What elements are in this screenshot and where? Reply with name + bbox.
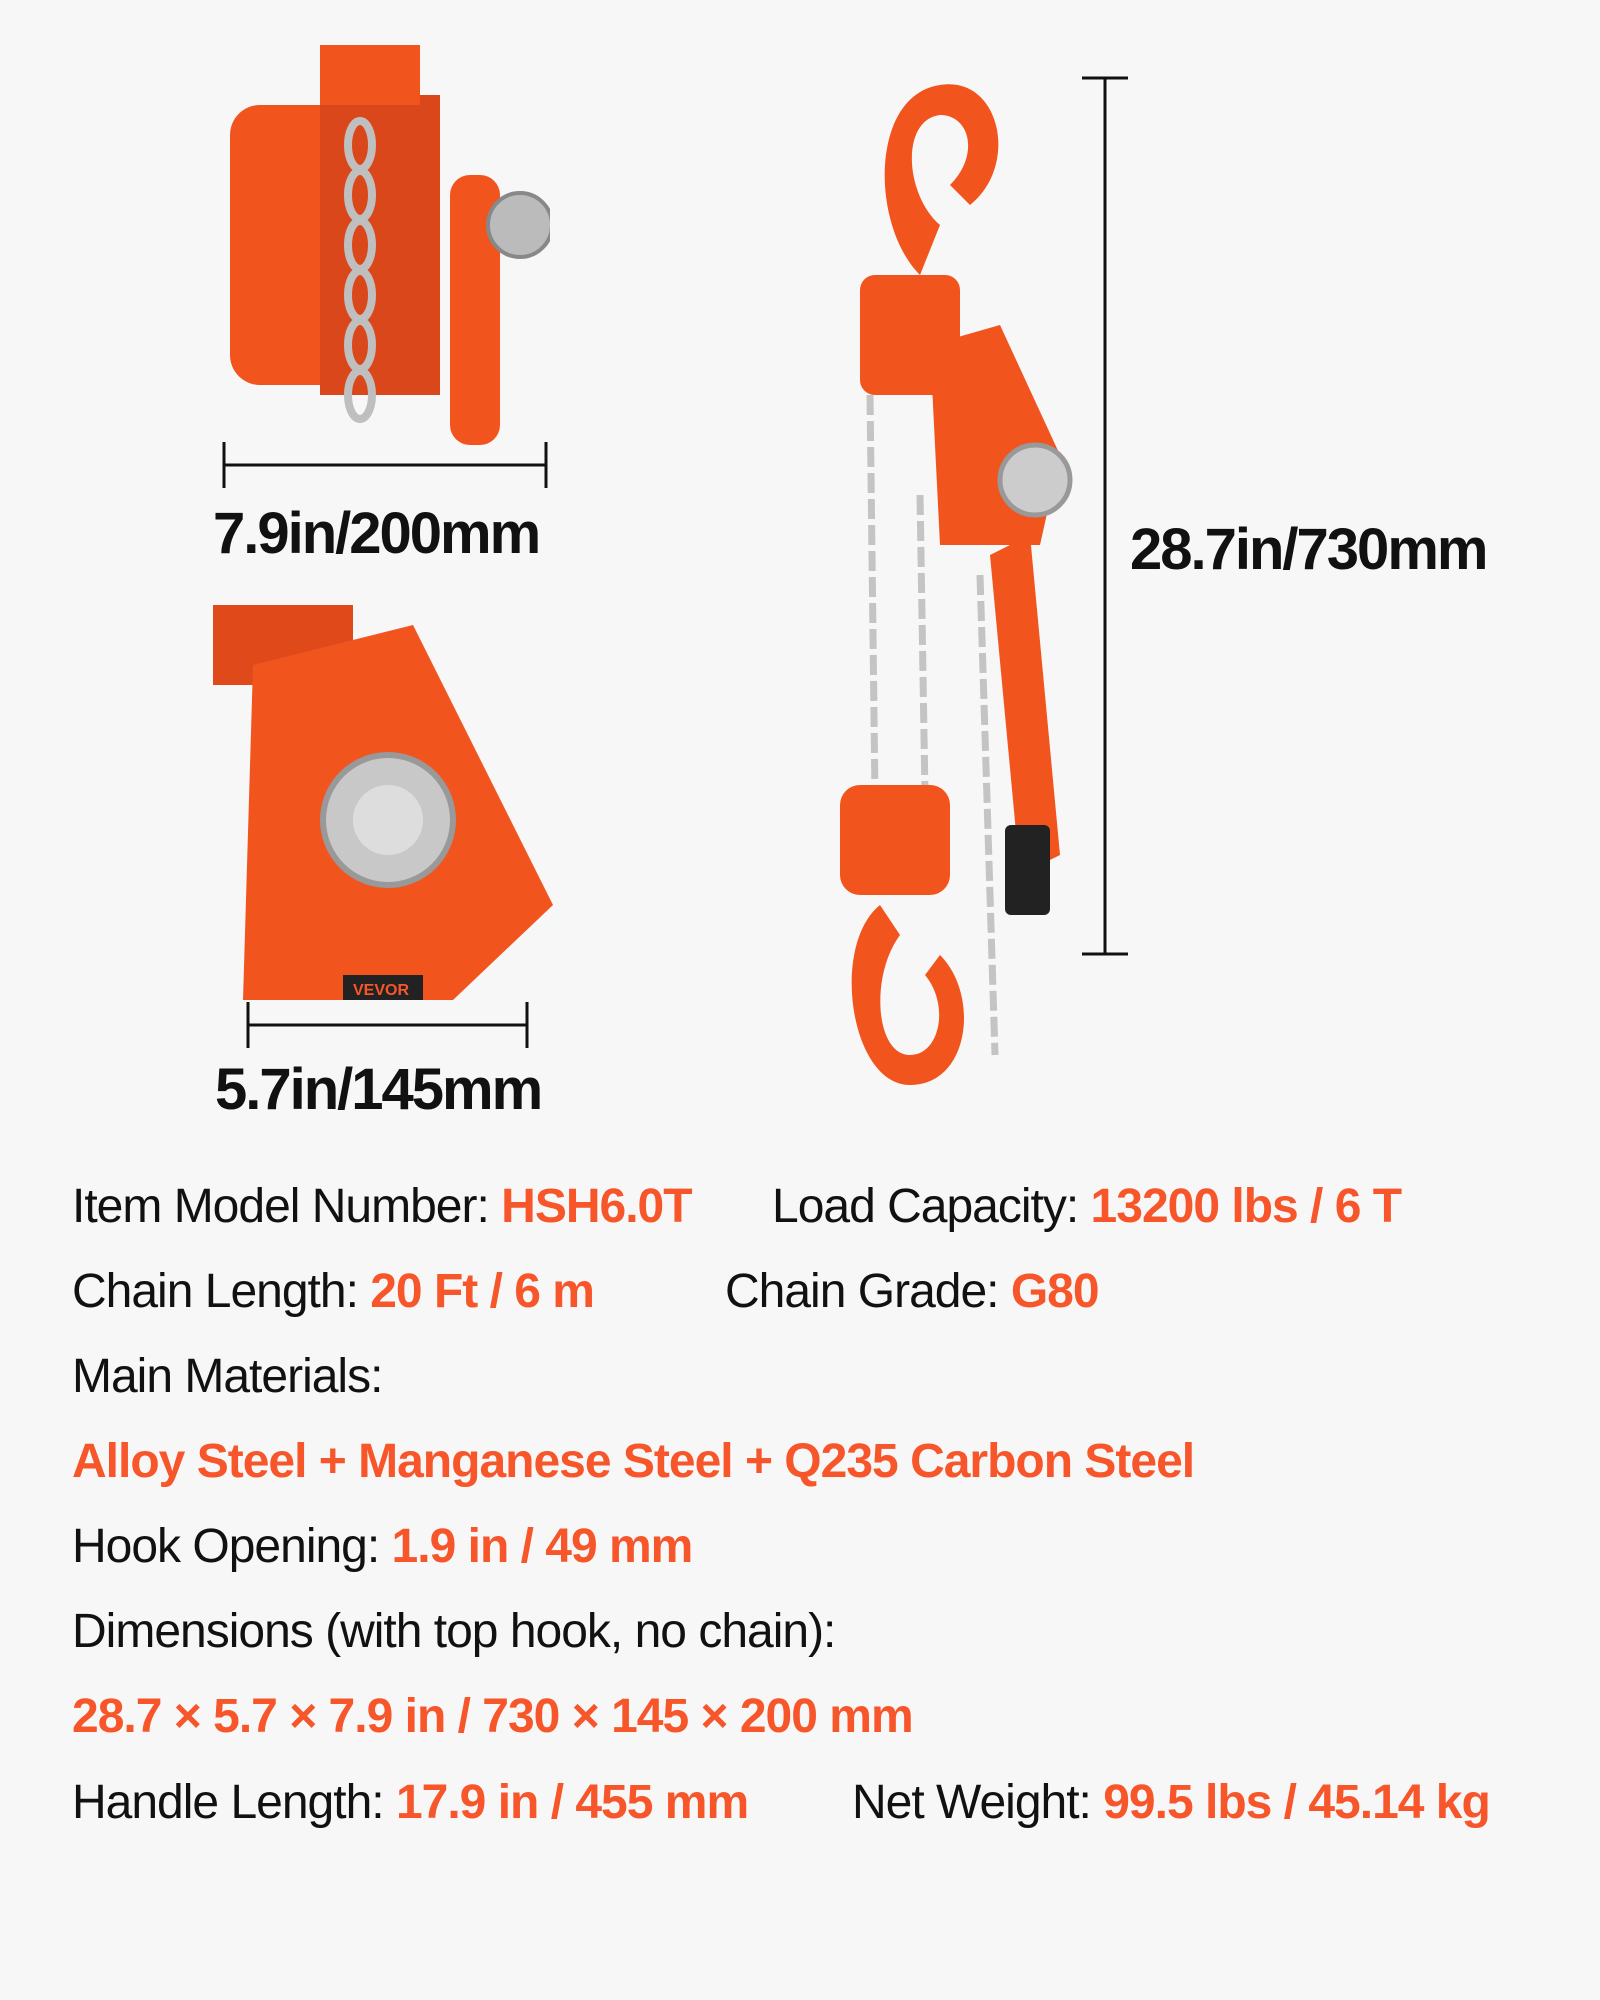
spec-materials-value: Alloy Steel + Manganese Steel + Q235 Carbon Steel: [72, 1435, 1195, 1488]
spec-model-label: Item Model Number:: [72, 1180, 502, 1233]
spec-chain-length-label: Chain Length:: [72, 1265, 371, 1318]
spec-chain-grade: [725, 1265, 1099, 1318]
width-dimension-line: [245, 1000, 530, 1050]
spec-handle: [72, 1776, 749, 1829]
hoist-side-view-image: [220, 45, 550, 445]
spec-dimensions-value: 28.7 × 5.7 × 7.9 in / 730 × 145 × 200 mm: [72, 1690, 913, 1743]
height-dimension-label: 28.7in/730mm: [1130, 517, 1487, 582]
spec-handle-label: Handle Length:: [72, 1776, 396, 1829]
width-dimension-label: 5.7in/145mm: [215, 1057, 542, 1122]
spec-materials-label: Main Materials:: [72, 1350, 383, 1403]
spec-hook-label: Hook Opening:: [72, 1520, 392, 1573]
height-dimension-line: [1080, 75, 1130, 957]
spec-capacity-label: Load Capacity:: [772, 1180, 1091, 1233]
spec-dimensions-label: Dimensions (with top hook, no chain):: [72, 1605, 836, 1658]
spec-handle-value: 17.9 in / 455 mm: [395, 1776, 749, 1829]
spec-model-value: HSH6.0T: [501, 1180, 692, 1233]
depth-dimension-line: [220, 440, 550, 490]
spec-chain-grade-label: Chain Grade:: [725, 1265, 1011, 1318]
spec-capacity: [772, 1180, 1402, 1233]
spec-capacity-value: 13200 lbs / 6 T: [1090, 1180, 1402, 1233]
vevor-plate-text: VEVOR: [353, 982, 410, 999]
spec-weight-label: Net Weight:: [852, 1776, 1104, 1829]
spec-chain-grade-value: G80: [1010, 1265, 1099, 1318]
spec-chain-length: [72, 1265, 594, 1318]
spec-weight: [852, 1776, 1490, 1829]
spec-model: [72, 1180, 692, 1233]
spec-hook: [72, 1520, 693, 1573]
spec-hook-value: 1.9 in / 49 mm: [391, 1520, 693, 1573]
hoist-full-image: [830, 75, 1100, 1100]
spec-weight-value: 99.5 lbs / 45.14 kg: [1103, 1776, 1490, 1829]
hoist-front-view-image: [213, 605, 558, 1000]
spec-chain-length-value: 20 Ft / 6 m: [370, 1265, 594, 1318]
depth-dimension-label: 7.9in/200mm: [213, 501, 540, 566]
